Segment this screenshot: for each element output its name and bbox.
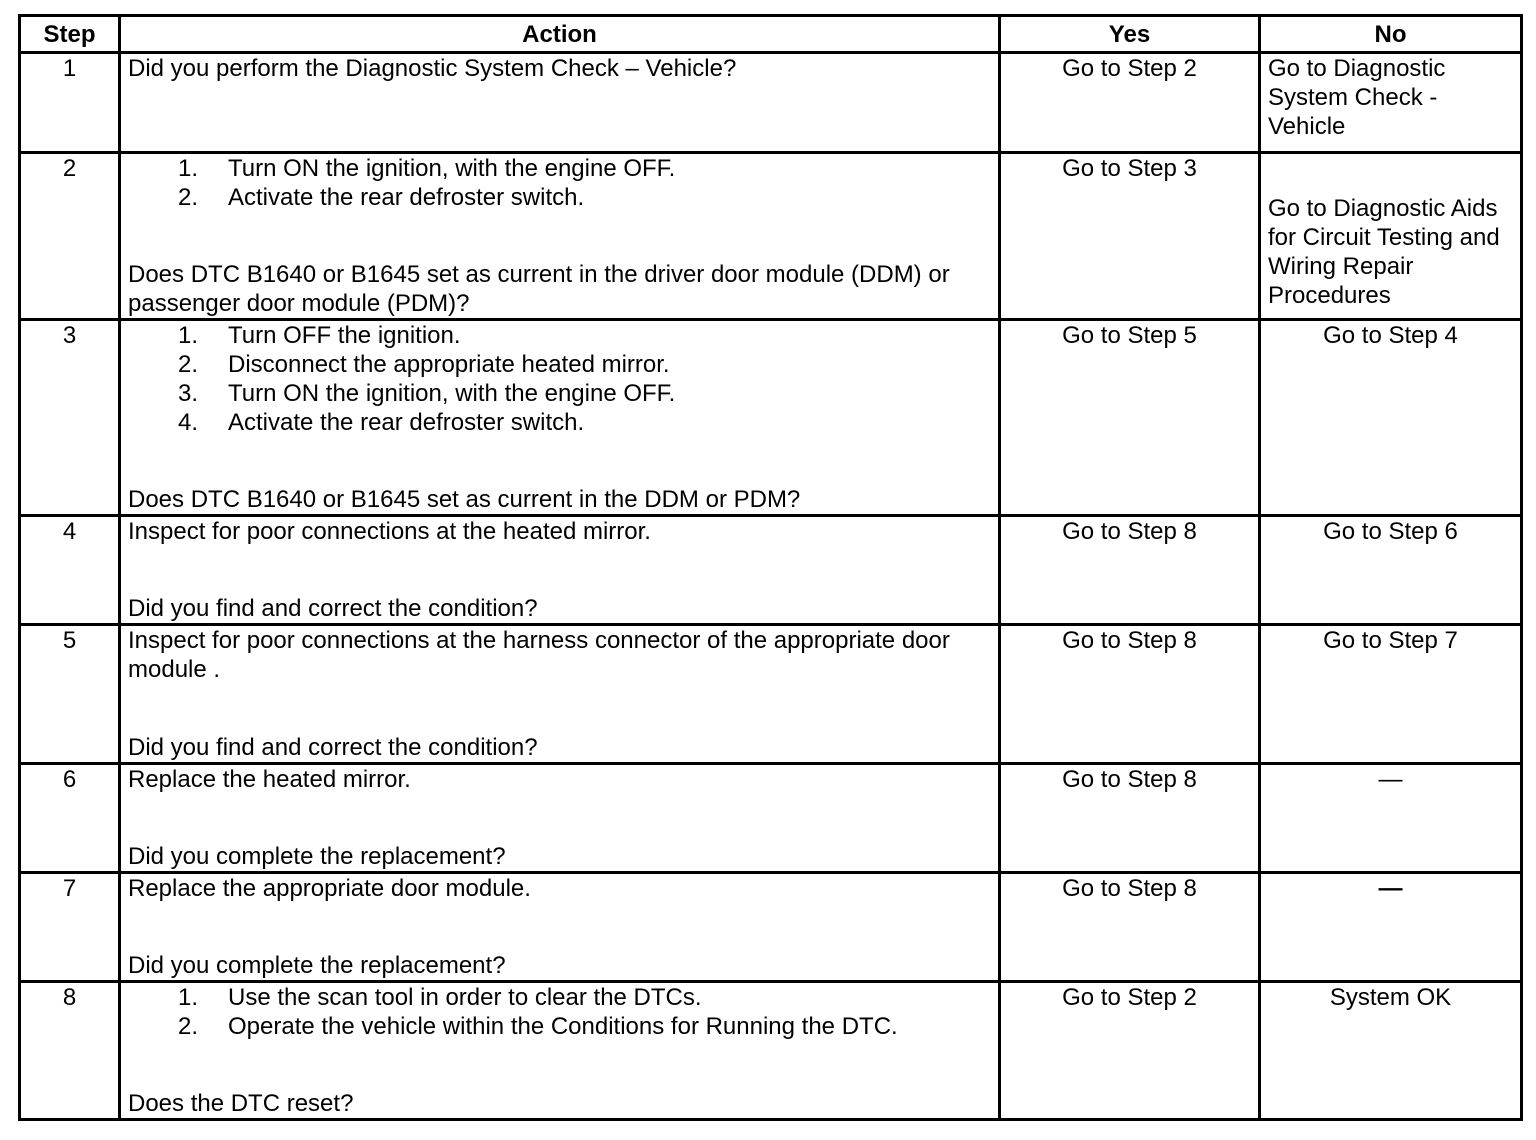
table-row <box>20 625 1522 764</box>
table-row <box>20 515 1522 624</box>
yes-result: Go to Step 8 <box>1000 873 1260 982</box>
action-question: Does DTC B1640 or B1645 set as current in the driver door module (DDM) or passenger door module (PDM)? <box>128 260 950 317</box>
table-row <box>20 763 1522 872</box>
list-item: 1. Turn OFF the ignition. <box>178 321 461 349</box>
no-result: Go to Diagnostic System Check - Vehicle <box>1260 53 1522 153</box>
list-item: 1. Turn ON the ignition, with the engine OFF. <box>178 155 676 183</box>
no-result: Go to Diagnostic Aids for Circuit Testing and Wiring Repair Procedures <box>1260 153 1522 320</box>
action-cell <box>120 515 1000 624</box>
yes-result: Go to Step 8 <box>1000 515 1260 624</box>
step-number: 7 <box>20 873 120 982</box>
action-question: Did you perform the Diagnostic System Check – Vehicle? <box>128 55 737 82</box>
yes-result: Go to Step 2 <box>1000 982 1260 1120</box>
action-cell <box>120 53 1000 153</box>
header-action: Action <box>120 16 1000 53</box>
header-no: No <box>1260 16 1522 53</box>
list-item: 2. Activate the rear defroster switch. <box>178 184 585 212</box>
action-steps-list <box>128 154 991 212</box>
step-number: 6 <box>20 763 120 872</box>
action-cell <box>120 763 1000 872</box>
action-cell <box>120 873 1000 982</box>
action-question: Did you complete the replacement? <box>128 843 506 871</box>
table-row <box>20 53 1522 153</box>
step-number: 3 <box>20 319 120 515</box>
action-cell <box>120 153 1000 320</box>
step-number: 2 <box>20 153 120 320</box>
diagnostic-table-container <box>18 14 1520 1121</box>
list-item: 2. Operate the vehicle within the Conditions for Running the DTC. <box>178 1013 898 1041</box>
no-result: — <box>1260 873 1522 982</box>
list-item: 4. Activate the rear defroster switch. <box>178 408 585 436</box>
table-row <box>20 873 1522 982</box>
yes-result: Go to Step 5 <box>1000 319 1260 515</box>
action-instruction: Inspect for poor connections at the heated mirror. <box>128 517 651 545</box>
step-number: 4 <box>20 515 120 624</box>
diagnostic-table <box>18 14 1523 1121</box>
action-question: Does DTC B1640 or B1645 set as current in the DDM or PDM? <box>128 485 801 513</box>
action-cell <box>120 319 1000 515</box>
header-row <box>20 16 1522 53</box>
yes-result: Go to Step 3 <box>1000 153 1260 320</box>
action-question: Did you complete the replacement? <box>128 952 506 980</box>
header-yes: Yes <box>1000 16 1260 53</box>
action-cell <box>120 625 1000 764</box>
yes-result: Go to Step 8 <box>1000 625 1260 764</box>
list-item: 3. Turn ON the ignition, with the engine OFF. <box>178 379 676 407</box>
action-question: Did you find and correct the condition? <box>128 733 538 761</box>
action-instruction: Inspect for poor connections at the harness connector of the appropriate door module . <box>128 627 950 684</box>
action-question: Did you find and correct the condition? <box>128 595 538 623</box>
table-row <box>20 319 1522 515</box>
action-question: Does the DTC reset? <box>128 1090 354 1117</box>
yes-result: Go to Step 2 <box>1000 53 1260 153</box>
no-result: Go to Step 7 <box>1260 625 1522 764</box>
action-cell <box>120 982 1000 1120</box>
step-number: 1 <box>20 53 120 153</box>
step-number: 5 <box>20 625 120 764</box>
header-step: Step <box>20 16 120 53</box>
yes-result: Go to Step 8 <box>1000 763 1260 872</box>
table-row <box>20 982 1522 1120</box>
step-number: 8 <box>20 982 120 1120</box>
list-item: 1. Use the scan tool in order to clear the DTCs. <box>178 984 702 1012</box>
action-steps-list <box>128 983 991 1041</box>
no-result: Go to Step 6 <box>1260 515 1522 624</box>
no-result: Go to Step 4 <box>1260 319 1522 515</box>
table-row <box>20 153 1522 320</box>
list-item: 2. Disconnect the appropriate heated mirror. <box>178 350 670 378</box>
action-instruction: Replace the heated mirror. <box>128 765 411 793</box>
action-instruction: Replace the appropriate door module. <box>128 875 531 903</box>
no-result: System OK <box>1260 982 1522 1120</box>
action-steps-list <box>128 321 991 437</box>
no-result: — <box>1260 763 1522 872</box>
